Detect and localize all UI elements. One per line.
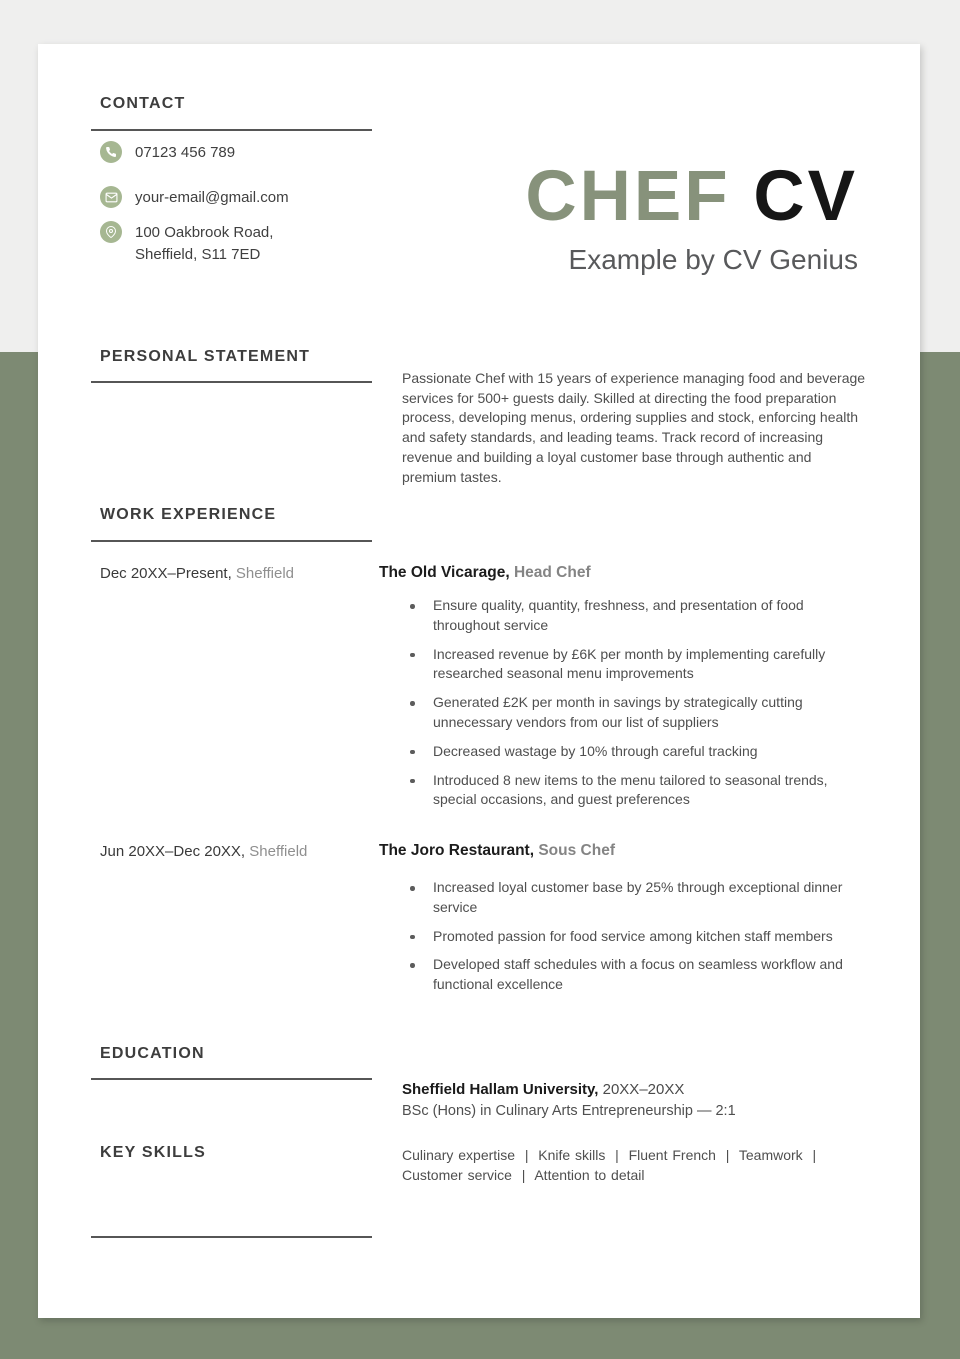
location-icon	[100, 221, 122, 243]
job-bullet: Increased revenue by £6K per month by implementing carefully researched seasonal menu improvements	[406, 645, 868, 685]
contact-address	[135, 221, 273, 266]
job-title	[379, 842, 615, 860]
job-bullet: Developed staff schedules with a focus on seamless workflow and functional excellence	[406, 955, 868, 995]
job-bullet: Introduced 8 new items to the menu tailored to seasonal trends, special occasions, and guest preferences	[406, 771, 868, 811]
personal-statement-text: Passionate Chef with 15 years of experience managing food and beverage services for 500+ guests daily. Skilled at directing the food preparation process, developing menus, ordering supplies and stock, enforcing health and safety standards, and leading teams. Track record of increasing revenue and building a loyal customer base through authentic and premium tastes.	[402, 370, 866, 485]
job-company: The Old Vicarage,	[379, 564, 510, 581]
contact-phone-row	[100, 141, 235, 164]
education-degree: BSc (Hons) in Culinary Arts Entrepreneurship — 2:1	[402, 1103, 736, 1119]
cv-title	[525, 156, 858, 237]
job-dates	[100, 843, 307, 860]
job-bullet-list	[406, 878, 868, 1004]
contact-divider	[91, 129, 372, 131]
job-location: Sheffield	[235, 565, 295, 582]
education-entry	[402, 1080, 866, 1122]
education-school: Sheffield Hallam University,	[402, 1081, 599, 1098]
key-skills-list: Culinary expertise | Knife skills | Fluent French | Teamwork | Customer service | Attention to detail	[402, 1147, 821, 1183]
email-icon	[100, 186, 122, 208]
work-experience-divider	[91, 540, 372, 542]
personal-statement-divider	[91, 381, 372, 383]
personal-statement-heading: PERSONAL STATEMENT	[100, 348, 311, 365]
job-bullet: Decreased wastage by 10% through careful tracking	[406, 742, 868, 762]
job-bullet: Generated £2K per month in savings by strategically cutting unnecessary vendors from our list of suppliers	[406, 693, 868, 733]
education-divider	[91, 1078, 372, 1080]
contact-heading: CONTACT	[100, 95, 186, 112]
contact-address-row	[100, 221, 273, 266]
contact-phone: 07123 456 789	[135, 144, 236, 161]
job-date-range: Jun 20XX–Dec 20XX,	[100, 843, 246, 860]
cv-page	[38, 44, 920, 1318]
key-skills-heading: KEY SKILLS	[100, 1144, 206, 1161]
job-bullet: Ensure quality, quantity, freshness, and presentation of food throughout service	[406, 596, 868, 636]
cv-title-cv: CV	[730, 157, 858, 236]
education-line1	[402, 1080, 866, 1100]
education-heading: EDUCATION	[100, 1045, 205, 1062]
contact-email-row	[100, 186, 289, 209]
contact-address-line1: 100 Oakbrook Road,	[135, 224, 274, 241]
work-experience-heading: WORK EXPERIENCE	[100, 506, 277, 523]
contact-email: your-email@gmail.com	[135, 189, 289, 206]
job-date-range: Dec 20XX–Present,	[100, 565, 232, 582]
job-bullet: Increased loyal customer base by 25% through exceptional dinner service	[406, 878, 868, 918]
job-role: Head Chef	[513, 564, 591, 581]
job-title	[379, 564, 591, 582]
key-skills-divider	[91, 1236, 372, 1238]
job-bullet-list	[406, 596, 868, 819]
phone-icon	[100, 141, 122, 163]
job-location: Sheffield	[249, 843, 308, 860]
cv-subtitle: Example by CV Genius	[568, 244, 858, 275]
cv-title-chef: CHEF	[525, 157, 731, 236]
education-years: 20XX–20XX	[598, 1081, 685, 1098]
job-bullet: Promoted passion for food service among kitchen staff members	[406, 927, 868, 947]
job-dates	[100, 565, 294, 582]
job-role: Sous Chef	[538, 842, 615, 859]
job-company: The Joro Restaurant,	[379, 842, 535, 859]
contact-address-line2: Sheffield, S11 7ED	[135, 246, 261, 263]
